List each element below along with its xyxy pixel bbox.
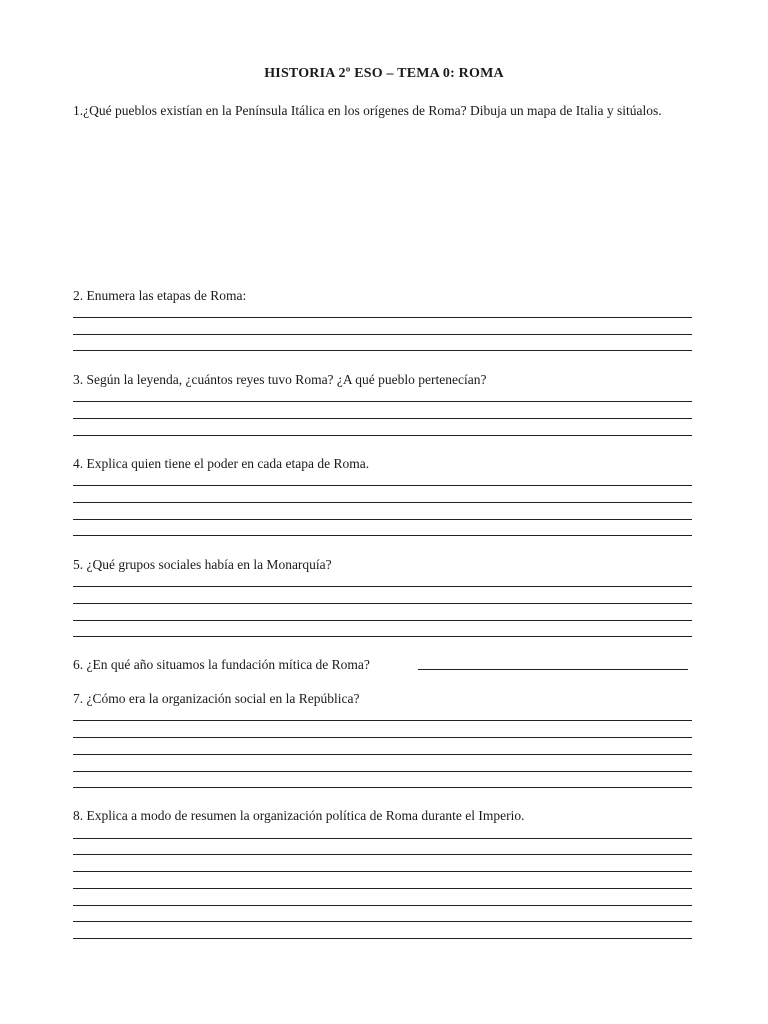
answer-line[interactable] bbox=[73, 921, 692, 922]
answer-line[interactable] bbox=[73, 905, 692, 906]
answer-line[interactable] bbox=[73, 401, 692, 402]
answer-line[interactable] bbox=[73, 737, 692, 738]
answer-line[interactable] bbox=[73, 418, 692, 419]
answer-line[interactable] bbox=[73, 535, 692, 536]
map-drawing-area[interactable] bbox=[73, 140, 692, 280]
document-title: HISTORIA 2º ESO – TEMA 0: ROMA bbox=[264, 66, 504, 81]
question-1: 1.¿Qué pueblos existían en la Península Itálica en los orígenes de Roma? Dibuja un mapa de Italia y sitúalos. bbox=[73, 103, 662, 118]
answer-line[interactable] bbox=[73, 317, 692, 318]
answer-line[interactable] bbox=[73, 871, 692, 872]
answer-line[interactable] bbox=[73, 938, 692, 939]
question-3: 3. Según la leyenda, ¿cuántos reyes tuvo Roma? ¿A qué pueblo pertenecían? bbox=[73, 372, 487, 387]
question-5: 5. ¿Qué grupos sociales había en la Monarquía? bbox=[73, 557, 332, 572]
answer-line[interactable] bbox=[73, 485, 692, 486]
answer-line[interactable] bbox=[73, 854, 692, 855]
question-4: 4. Explica quien tiene el poder en cada etapa de Roma. bbox=[73, 456, 370, 471]
answer-line[interactable] bbox=[73, 519, 692, 520]
answer-line[interactable] bbox=[73, 720, 692, 721]
answer-line[interactable] bbox=[73, 603, 692, 604]
answer-line[interactable] bbox=[73, 754, 692, 755]
question-2: 2. Enumera las etapas de Roma: bbox=[73, 288, 247, 303]
question-7: 7. ¿Cómo era la organización social en la República? bbox=[73, 691, 360, 706]
answer-line[interactable] bbox=[73, 586, 692, 587]
inline-answer-line[interactable] bbox=[418, 669, 688, 670]
answer-line[interactable] bbox=[73, 350, 692, 351]
answer-line[interactable] bbox=[73, 502, 692, 503]
question-8: 8. Explica a modo de resumen la organización política de Roma durante el Imperio. bbox=[73, 808, 525, 823]
answer-line[interactable] bbox=[73, 771, 692, 772]
answer-line[interactable] bbox=[73, 334, 692, 335]
answer-line[interactable] bbox=[73, 620, 692, 621]
answer-line[interactable] bbox=[73, 838, 692, 839]
answer-line[interactable] bbox=[73, 888, 692, 889]
question-6: 6. ¿En qué año situamos la fundación mítica de Roma? bbox=[73, 657, 370, 672]
answer-line[interactable] bbox=[73, 787, 692, 788]
answer-line[interactable] bbox=[73, 636, 692, 637]
answer-line[interactable] bbox=[73, 435, 692, 436]
